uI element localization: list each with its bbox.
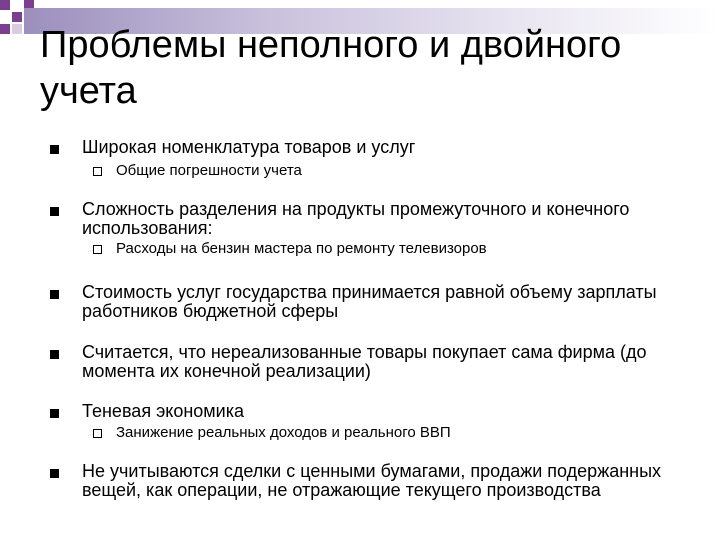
bullet-square-icon — [50, 469, 59, 478]
sub-bullet-square-icon — [93, 245, 102, 254]
list-item: Широкая номенклатура товаров и услуг — [82, 137, 416, 157]
bullet-square-icon — [50, 207, 59, 216]
list-item: Теневая экономика — [82, 401, 244, 421]
list-item: Не учитываются сделки с ценными бумагами, продажи подержанных вещей, как операции, не отражающие текущего производства — [82, 461, 662, 500]
sub-list-item: Расходы на бензин мастера по ремонту телевизоров — [116, 240, 487, 257]
bullet-square-icon — [50, 145, 59, 154]
sub-list-item: Занижение реальных доходов и реального ВВП — [116, 424, 451, 441]
list-item: Стоимость услуг государства принимается равной объему зарплаты работников бюджетной сферы — [82, 282, 657, 321]
sub-bullet-square-icon — [93, 429, 102, 438]
sub-bullet-square-icon — [93, 167, 102, 176]
list-item: Считается, что нереализованные товары покупает сама фирма (до момента их конечной реализации) — [82, 342, 647, 381]
sub-list-item: Общие погрешности учета — [116, 162, 302, 179]
slide-title: Проблемы неполного и двойного учета — [40, 24, 622, 112]
list-item: Сложность разделения на продукты промежуточного и конечного использования: — [82, 199, 630, 238]
bullet-square-icon — [50, 290, 59, 299]
bullet-square-icon — [50, 409, 59, 418]
bullet-square-icon — [50, 350, 59, 359]
